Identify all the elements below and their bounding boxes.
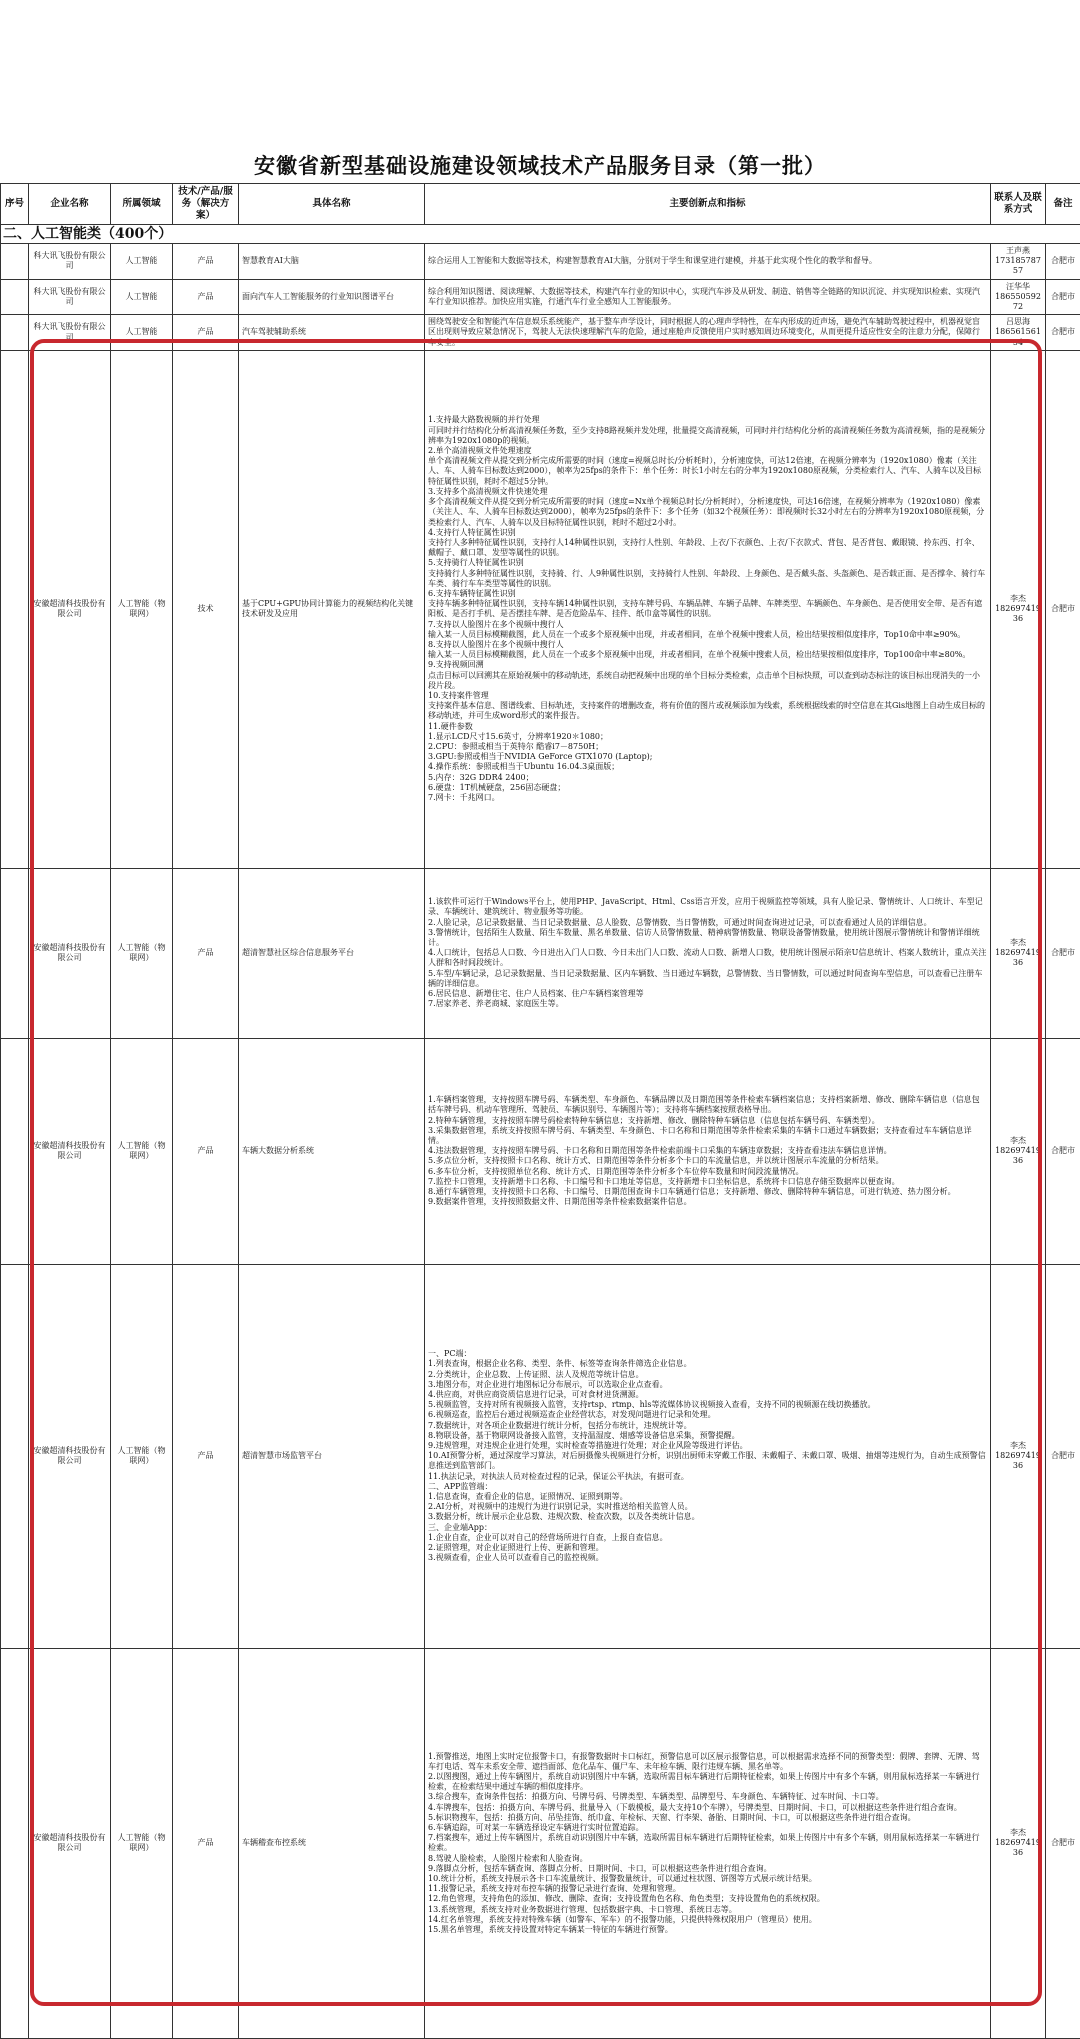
- innovation-line: 11.报警记录，系统支持对布控车辆的报警记录进行查询、处理和管理。: [428, 1884, 987, 1894]
- innovation-line: 3.地图分布，对企业进行地图标记分布展示，可以选取企业点查看。: [428, 1380, 987, 1390]
- innovation-line: 5.车型/车辆记录，总记录数据量、当日记录数据量、区内车辆数、当日通过车辆数，总警情数、当日警情数，可以通过时间查询车型信息，可以查看已注册车辆的详细信息。: [428, 969, 987, 989]
- section-row: [1, 225, 1080, 244]
- innovation-line: 输入某一人员目标模糊截图，此人员在一个或多个原视频中出现，并或者相同，在单个视频中搜索人员，检出结果按相似度排序，Top100命中率≥80%。: [428, 650, 987, 660]
- table-row: [1, 868, 1080, 1038]
- table-row: [1, 1648, 1080, 2038]
- innovation-line: 3.数据分析，统计展示企业总数、违规次数、检查次数，以及各类统计信息。: [428, 1512, 987, 1522]
- innovation-line: 支持案件基本信息、图谱线索、目标轨迹，支持案件的增删改查，将有价值的图片或视频添加为线索，系统根据线索的时空信息在其Gis地图上自动生成目标的移动轨迹，并可生成word形式的案件报告。: [428, 701, 987, 721]
- innovation-line: 三、企业端App：: [428, 1523, 987, 1533]
- header-innovation: 主要创新点和指标: [425, 184, 991, 225]
- innovation-line: 3.视频查看，企业人员可以查看自己的监控视频。: [428, 1553, 987, 1563]
- contact-phone: 18269741936: [994, 948, 1042, 968]
- contact-name: 李杰: [994, 1441, 1042, 1451]
- innovation-line: 3.综合搜车，查询条件包括：拍摄方向、号牌号码、号牌类型、车辆类型、品牌型号、车身颜色、车辆特征、过车时间、卡口等。: [428, 1792, 987, 1802]
- contact-name: 吕思海: [994, 317, 1042, 327]
- cell-index: [1, 315, 29, 351]
- innovation-line: 4.违法数据管理，支持按照车牌号码、卡口名称和日期范围等条件检索前端卡口采集的车辆违章数据；支持查看违法车辆信息详情。: [428, 1146, 987, 1156]
- innovation-line: 可同时并行结构化分析高清视频任务数，至少支持8路视频并发处理，批量提交高清视频，可同时并行结构化分析的高清视频任务数为高清视频，指的是视频分辨率为1920x1080p的视频。: [428, 426, 987, 446]
- header-company: 企业名称: [29, 184, 111, 225]
- innovation-line: 8.通行车辆管理，支持按照卡口名称、卡口编号、日期范围查询卡口车辆通行信息；支持新增、修改、删除特种车辆信息，可进行轨迹、热力图分析。: [428, 1187, 987, 1197]
- innovation-line: 7.网卡：千兆网口。: [428, 793, 987, 803]
- innovation-line: 二、APP监管端：: [428, 1482, 987, 1492]
- innovation-line: 多个高清视频文件从提交到分析完成所需要的时间（速度=Nx单个视频总时长/分析耗时），分析速度快，可达16倍速，在视频分辨率为（1920x1080）像素（关注人、车、人骑车目标数达到2000），帧率为25fps的条件下：多个任务（如32个视频任务）：即视频时长32小时左右的分辨率为1920x1080原视频，分类检索行人、汽车、人骑车以及目标特征属性识别，耗时不超过2小时。: [428, 497, 987, 528]
- cell-innovation: [425, 244, 991, 280]
- innovation-line: 10.支持案件管理: [428, 691, 987, 701]
- innovation-line: 7.监控卡口管理，支持新增卡口名称、卡口编号和卡口地址等信息，支持新增卡口坐标信息，系统将卡口信息存储至数据库以便查询。: [428, 1177, 987, 1187]
- innovation-line: 8.驾驶人脸检索，人脸图片检索和人脸查询。: [428, 1854, 987, 1864]
- cell-company: 科大讯飞股份有限公司: [29, 315, 111, 351]
- contact-phone: 18269741936: [994, 1146, 1042, 1166]
- cell-field: 人工智能: [111, 244, 173, 280]
- cell-name: 超清智慧社区综合信息服务平台: [239, 868, 425, 1038]
- cell-type: 产品: [173, 1038, 239, 1264]
- table-row: [1, 279, 1080, 315]
- cell-name: 超清智慧市场监管平台: [239, 1264, 425, 1648]
- innovation-line: 2.人脸记录，总记录数据量、当日记录数据量、总人脸数、总警情数、当日警情数，可通过时间查询进过记录，可以查看通过人员的详细信息。: [428, 918, 987, 928]
- contact-phone: 18656156154: [994, 327, 1042, 347]
- table-row: [1, 350, 1080, 868]
- table-row: [1, 315, 1080, 351]
- innovation-line: 综合利用知识图谱、阅读理解、大数据等技术，构建汽车行业的知识中心，实现汽车涉及从研发、制造、销售等全链路的知识沉淀、并实现知识检索、实现汽车行业知识推荐。加快应用实施，行通汽车行业全感知人工智能服务。: [428, 287, 987, 307]
- contact-phone: 18269741936: [994, 604, 1042, 624]
- cell-innovation: [425, 1648, 991, 2038]
- cell-note: 合肥市: [1046, 1648, 1080, 2038]
- innovation-line: 6.硬盘：1T机械硬盘，256固态硬盘；: [428, 783, 987, 793]
- innovation-line: 2.特种车辆管理，支持按照车牌号码检索特种车辆信息；支持新增、修改、删除特种车辆信息（信息包括车辆号码、车辆类型）。: [428, 1116, 987, 1126]
- innovation-line: 4.车牌搜车，包括：拍摄方向、车牌号码、批量导入（下载模板，最大支持10个车牌），号牌类型、日期时间、卡口，可以根据这些条件进行组合查询。: [428, 1803, 987, 1813]
- innovation-line: 8.支持以人脸图片在多个视频中搜行人: [428, 640, 987, 650]
- contact-phone: 17318578757: [994, 256, 1042, 276]
- contact-name: 李杰: [994, 938, 1042, 948]
- innovation-line: 1.车辆档案管理，支持按照车牌号码、车辆类型、车身颜色、车辆品牌以及日期范围等条件检索车辆档案信息；支持档案新增、修改、删除车辆信息（信息包括车牌号码、机动车管理所、驾驶员、车辆识别号、车辆图片等）；支持将车辆档案按照表格导出。: [428, 1095, 987, 1115]
- cell-type: 技术: [173, 350, 239, 868]
- cell-company: 安徽超清科技股份有限公司: [29, 350, 111, 868]
- innovation-line: 12.角色管理，支持角色的添加、修改、删除、查询；支持设置角色名称、角色类型；支持设置角色的系统权限。: [428, 1894, 987, 1904]
- cell-name: 基于CPU+GPU协同计算能力的视频结构化关键技术研发及应用: [239, 350, 425, 868]
- contact-name: 李杰: [994, 1828, 1042, 1838]
- innovation-line: 支持骑行人多种特征属性识别，支持骑、行、人9种属性识别，支持骑行人性别、年龄段、上身颜色、是否戴头盔、头盔颜色、是否载正面、是否撑伞、骑行车车类、骑行车车类型等属性的识别。: [428, 569, 987, 589]
- innovation-line: 5.视频监管，支持对所有视频接入监管，支持rtsp、rtmp、hls等流媒体协议视频接入查看，支持不同的视频源在线切换播放。: [428, 1400, 987, 1410]
- cell-contact: [991, 1264, 1046, 1648]
- innovation-line: 1.预警推送，地图上实时定位报警卡口，有报警数据时卡口标红，预警信息可以区展示报警信息，可以根据需求选择不同的预警类型：假牌、套牌、无牌、驾车打电话、驾车未系安全带、遮挡面部、危化品车、僵尸车、未年检车辆、限行违规车辆、黑名单等。: [428, 1752, 987, 1772]
- innovation-line: 9.落脚点分析，包括车辆查询、落脚点分析、日期时间、卡口，可以根据这些条件进行组合查询。: [428, 1864, 987, 1874]
- cell-company: 安徽超清科技股份有限公司: [29, 868, 111, 1038]
- innovation-line: 4.供应商，对供应商资质信息进行记录，可对食材进货溯源。: [428, 1390, 987, 1400]
- innovation-line: 9.违规管理，对违规企业进行处理，实时检查等措施进行处理；对企业风险等级进行评估。: [428, 1441, 987, 1451]
- cell-innovation: [425, 868, 991, 1038]
- innovation-line: 14.红名单管理，系统支持对特殊车辆（如警车、军车）的不报警功能，只提供特殊权限用户（管理员）使用。: [428, 1915, 987, 1925]
- innovation-line: 围绕驾驶安全和智能汽车信息娱乐系统能产，基于整车声学设计，同时根据人的心理声学特性，在车内形成的近声场，避免汽车辅助驾驶过程中，机器视觉盲区出现则导致应紧急情况下，驾驶人无法快速理解汽车的危险，通过座舱声反馈使用户实时感知周边环境变化，从而更提升适应性安全的注意力分配，保障行车安全。: [428, 317, 987, 348]
- innovation-line: 输入某一人员目标模糊截图，此人员在一个或多个原视频中出现，并或者相同，在单个视频中搜索人员，检出结果按相似度排序，Top10命中率≥90%。: [428, 630, 987, 640]
- cell-company: 安徽超清科技股份有限公司: [29, 1264, 111, 1648]
- header-index: 序号: [1, 184, 29, 225]
- cell-note: 合肥市: [1046, 1264, 1080, 1648]
- innovation-line: 3.GPU:参照或相当于NVIDIA GeForce GTX1070 (Laptop);: [428, 752, 987, 762]
- contact-name: 王声燕: [994, 246, 1042, 256]
- cell-contact: [991, 1648, 1046, 2038]
- cell-contact: [991, 244, 1046, 280]
- cell-field: 人工智能（物联网）: [111, 1648, 173, 2038]
- cell-company: 科大讯飞股份有限公司: [29, 244, 111, 280]
- innovation-line: 8.物联设备，基于物联网设备接入监管，支持温湿度、烟感等设备信息采集，预警提醒。: [428, 1431, 987, 1441]
- cell-type: 产品: [173, 315, 239, 351]
- contact-phone: 18655059272: [994, 292, 1042, 312]
- innovation-line: 6.多车位分析，支持按照单位名称、统计方式、日期范围等条件分析多个车位停车数量和时间段流量情况。: [428, 1167, 987, 1177]
- cell-company: 科大讯飞股份有限公司: [29, 279, 111, 315]
- header-note: 备注: [1046, 184, 1080, 225]
- cell-field: 人工智能: [111, 279, 173, 315]
- innovation-line: 1.该软件可运行于Windows平台上，使用PHP、JavaScript、Html、Css语言开发，应用于视频监控等领域，具有人脸记录、警情统计、人口统计、车型记录、车辆统计、建筑统计、物业服务等功能。: [428, 897, 987, 917]
- innovation-line: 2.分类统计，企业总数、上传证照、法人及规范等统计信息。: [428, 1370, 987, 1380]
- innovation-line: 6.视频巡查，监控后台通过视频巡查企业经营状态，对发现问题进行记录和处理。: [428, 1410, 987, 1420]
- innovation-line: 15.黑名单管理，系统支持设置对特定车辆某一特征的车辆进行预警。: [428, 1925, 987, 1935]
- section-label: 二、人工智能类（400个）: [1, 225, 1080, 244]
- innovation-line: 9.支持视频回溯: [428, 660, 987, 670]
- contact-name: 汪华华: [994, 282, 1042, 292]
- innovation-line: 5.支持骑行人特征属性识别: [428, 558, 987, 568]
- cell-name: 车辆稽查布控系统: [239, 1648, 425, 2038]
- table-row: [1, 1038, 1080, 1264]
- cell-type: 产品: [173, 868, 239, 1038]
- cell-field: 人工智能（物联网）: [111, 350, 173, 868]
- cell-index: [1, 1648, 29, 2038]
- innovation-line: 4.操作系统：参照或相当于Ubuntu 16.04.3桌面版；: [428, 762, 987, 772]
- cell-type: 产品: [173, 279, 239, 315]
- innovation-line: 7.数据统计，对各项企业数据进行统计分析，包括分布统计，违规统计等。: [428, 1421, 987, 1431]
- cell-field: 人工智能（物联网）: [111, 1038, 173, 1264]
- cell-contact: [991, 868, 1046, 1038]
- header-contact: 联系人及联系方式: [991, 184, 1046, 225]
- innovation-line: 1.显示LCD尺寸15.6英寸，分辨率1920＊1080；: [428, 732, 987, 742]
- innovation-line: 支持车辆多种特征属性识别，支持车辆14种属性识别，支持车牌号码、车辆品牌、车辆子品牌、车牌类型、车辆颜色、车身颜色、是否使用安全带、是否有遮阳板、是否打手机、是否摆挂车牌、是否危险品车、挂件、纸巾盒等属性的识别。: [428, 599, 987, 619]
- innovation-line: 3.支持多个高清视频文件快速处理: [428, 487, 987, 497]
- innovation-line: 7.档案搜车，通过上传车辆图片，系统自动识别图片中车辆，选取所需目标车辆进行后期特征检索，如果上传图片中有多个车辆，则用鼠标选择某一车辆进行检索。: [428, 1833, 987, 1853]
- cell-field: 人工智能（物联网）: [111, 868, 173, 1038]
- cell-note: 合肥市: [1046, 244, 1080, 280]
- cell-innovation: [425, 350, 991, 868]
- innovation-line: 一、PC端：: [428, 1349, 987, 1359]
- innovation-line: 5.标识物搜车，包括：拍摄方向、吊坠挂饰、纸巾盒、年检标、天窗、行李架、备胎、日期时间、卡口，可以根据这些条件进行组合查询。: [428, 1813, 987, 1823]
- cell-index: [1, 279, 29, 315]
- cell-innovation: [425, 1038, 991, 1264]
- innovation-line: 2.单个高清视频文件处理速度: [428, 446, 987, 456]
- innovation-line: 1.信息查询，查看企业的信息，证照情况、证照到期等。: [428, 1492, 987, 1502]
- innovation-line: 10.统计分析，系统支持展示各卡口车流量统计、报警数量统计，可以通过柱状图、饼图等方式展示统计结果。: [428, 1874, 987, 1884]
- innovation-line: 1.企业自查，企业可以对自己的经营场所进行自查，上报自查信息。: [428, 1533, 987, 1543]
- cell-company: 安徽超清科技股份有限公司: [29, 1038, 111, 1264]
- cell-index: [1, 350, 29, 868]
- innovation-line: 9.数据案件管理，支持按照数据文件、日期范围等条件检索数据案件信息。: [428, 1197, 987, 1207]
- catalog-table: [0, 183, 1080, 2039]
- cell-contact: [991, 1038, 1046, 1264]
- innovation-line: 综合运用人工智能和大数据等技术，构建智慧教育AI大脑，分别对于学生和课堂进行建模，并基于此实现个性化的教学和督导。: [428, 256, 987, 266]
- cell-innovation: [425, 315, 991, 351]
- cell-note: 合肥市: [1046, 315, 1080, 351]
- cell-field: 人工智能: [111, 315, 173, 351]
- cell-index: [1, 1264, 29, 1648]
- innovation-line: 5.内存：32G DDR4 2400；: [428, 773, 987, 783]
- cell-innovation: [425, 279, 991, 315]
- cell-contact: [991, 315, 1046, 351]
- cell-name: 智慧教育AI大脑: [239, 244, 425, 280]
- innovation-line: 2.证照管理，对企业证照进行上传、更新和管理。: [428, 1543, 987, 1553]
- header-type: 技术/产品/服务（解决方案）: [173, 184, 239, 225]
- innovation-line: 4.人口统计，包括总人口数、今日进出入门人口数、今日未出门人口数、流动人口数、新增人口数，使用统计图展示陌亲U信息统计、档案人数统计，重点关注人群和各时间段统计。: [428, 948, 987, 968]
- innovation-line: 2.以图搜图，通过上传车辆图片，系统自动识别图片中车辆，选取所需目标车辆进行后期特征检索，如果上传图片中有多个车辆，则用鼠标选择某一车辆进行检索，在检索结果中通过车辆的相似度排序。: [428, 1772, 987, 1792]
- innovation-line: 11.硬件参数: [428, 722, 987, 732]
- cell-note: 合肥市: [1046, 1038, 1080, 1264]
- cell-name: 汽车驾驶辅助系统: [239, 315, 425, 351]
- header-name: 具体名称: [239, 184, 425, 225]
- innovation-line: 11.执法记录，对执法人员对检查过程的记录，保证公平执法，有据可查。: [428, 1472, 987, 1482]
- cell-index: [1, 1038, 29, 1264]
- innovation-line: 7.支持以人脸图片在多个视频中搜行人: [428, 620, 987, 630]
- cell-type: 产品: [173, 1648, 239, 2038]
- contact-name: 李杰: [994, 594, 1042, 604]
- cell-note: 合肥市: [1046, 350, 1080, 868]
- innovation-line: 2.AI分析，对视频中的违规行为进行识别记录，实时推送给相关监管人员。: [428, 1502, 987, 1512]
- innovation-line: 6.居民信息、新增住宅、住户人员档案、住户车辆档案管理等: [428, 989, 987, 999]
- innovation-line: 10.AI预警分析，通过深度学习算法，对后厨摄像头视频进行分析，识别出厨师未穿戴工作服、未戴帽子、未戴口罩、吸烟、抽烟等违规行为，自动生成预警信息推送到监管部门。: [428, 1451, 987, 1471]
- innovation-line: 13.系统管理，系统支持对业务数据进行管理、包括数据字典、卡口管理、系统日志等。: [428, 1905, 987, 1915]
- cell-contact: [991, 350, 1046, 868]
- cell-note: 合肥市: [1046, 868, 1080, 1038]
- innovation-line: 点击目标可以回溯其在原始视频中的移动轨迹，系统自动把视频中出现的单个目标分类检索，点击单个目标快照，可以查到动态标注的该目标出现消失的一小段片段。: [428, 671, 987, 691]
- cell-note: 合肥市: [1046, 279, 1080, 315]
- table-row: [1, 1264, 1080, 1648]
- cell-index: [1, 868, 29, 1038]
- innovation-line: 4.支持行人特征属性识别: [428, 528, 987, 538]
- table-row: [1, 244, 1080, 280]
- cell-field: 人工智能（物联网）: [111, 1264, 173, 1648]
- cell-company: 安徽超清科技股份有限公司: [29, 1648, 111, 2038]
- cell-type: 产品: [173, 244, 239, 280]
- header-row: [1, 184, 1080, 225]
- cell-name: 车辆大数据分析系统: [239, 1038, 425, 1264]
- innovation-line: 6.车辆追踪，可对某一车辆选择设定车辆进行实时位置追踪。: [428, 1823, 987, 1833]
- innovation-line: 6.支持车辆特征属性识别: [428, 589, 987, 599]
- innovation-line: 3.警情统计，包括陌生人数量、陌生车数量、黑名单数量、信访人员警情数量、精神病警情数量、物联设备警情数量，使用统计图展示警情统计和警情详细统计。: [428, 928, 987, 948]
- innovation-line: 2.CPU：参照或相当于英特尔 酷睿i7－8750H；: [428, 742, 987, 752]
- document-title: 安徽省新型基础设施建设领域技术产品服务目录（第一批）: [0, 150, 1080, 180]
- innovation-line: 1.列表查询，根据企业名称、类型、条件、标签等查询条件筛选企业信息。: [428, 1359, 987, 1369]
- innovation-line: 1.支持最大路数视频的并行处理: [428, 415, 987, 425]
- contact-phone: 18269741936: [994, 1451, 1042, 1471]
- innovation-line: 支持行人多种特征属性识别，支持行人14种属性识别，支持行人性别、年龄段、上衣/下衣颜色、上衣/下衣款式、背包、是否背包、戴眼镜、拎东西、打伞、戴帽子、戴口罩、发型等属性的识别。: [428, 538, 987, 558]
- innovation-line: 5.多点位分析，支持按照卡口名称、统计方式、日期范围等条件分析多个卡口的车流量信息，并以统计图展示车流量的分析结果。: [428, 1156, 987, 1166]
- innovation-line: 单个高清视频文件从提交到分析完成所需要的时间（速度=视频总时长/分析耗时），分析速度快，可达12倍速，在视频分辨率为（1920x1080）像素（关注人、车、人骑车目标数达到2000），帧率为25fps的条件下：单个任务：时长1小时左右的分率为1920x1080原视频，分类检索行人、汽车、人骑车以及目标特征属性识别，耗时不超过5分钟。: [428, 456, 987, 487]
- innovation-line: 7.居家养老、养老商城、家庭医生等。: [428, 999, 987, 1009]
- cell-name: 面向汽车人工智能服务的行业知识图谱平台: [239, 279, 425, 315]
- cell-innovation: [425, 1264, 991, 1648]
- contact-phone: 18269741936: [994, 1838, 1042, 1858]
- contact-name: 李杰: [994, 1136, 1042, 1146]
- cell-type: 产品: [173, 1264, 239, 1648]
- header-field: 所属领域: [111, 184, 173, 225]
- cell-contact: [991, 279, 1046, 315]
- cell-index: [1, 244, 29, 280]
- innovation-line: 3.采集数据管理，系统支持按照车牌号码、车辆类型、车身颜色、卡口名称和日期范围等条件检索采集的车辆卡口通过车辆数据；支持查看过车车辆信息详情。: [428, 1126, 987, 1146]
